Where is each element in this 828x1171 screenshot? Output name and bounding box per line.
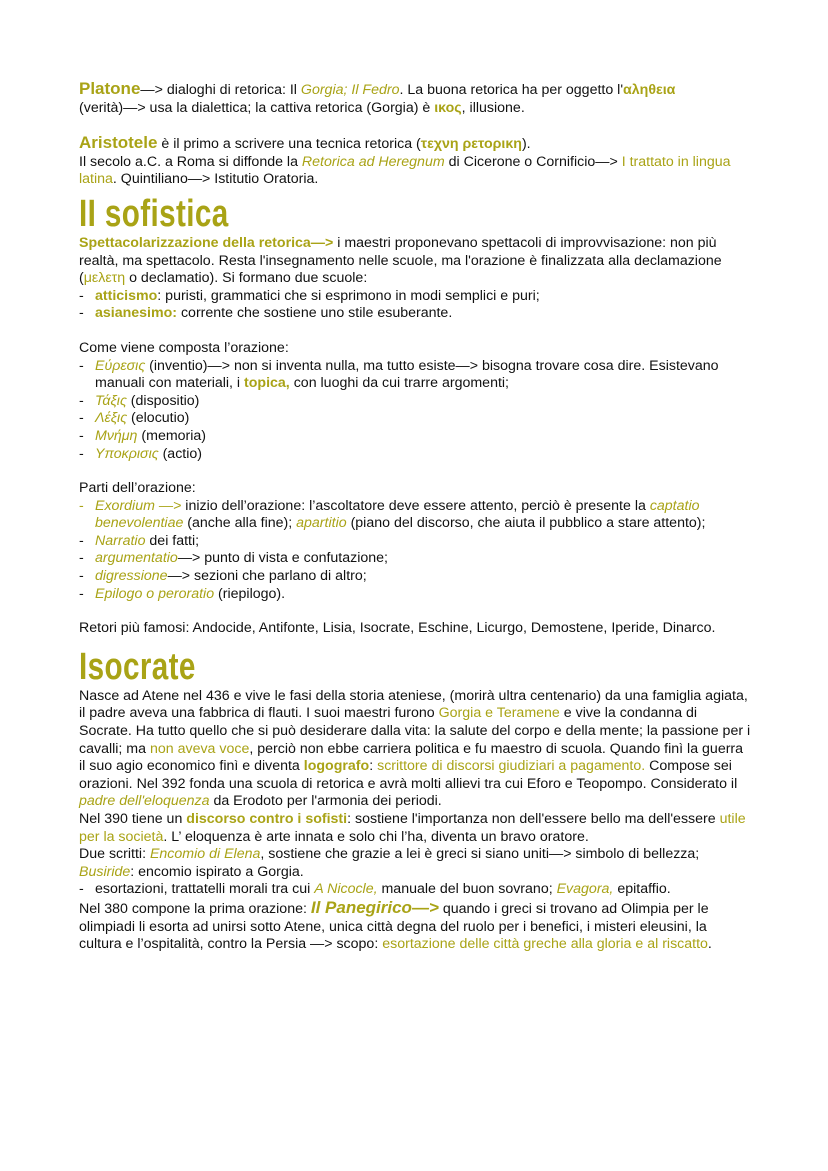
text: (inventio)—> non si inventa nulla, ma tutto esiste—> bisogna trovare cosa dire. Esistevano manuali con materiali, i [95,357,719,392]
text: Il secolo a.C. a Roma si diffonde la [79,153,302,170]
text: Nel 390 tiene un [79,811,187,827]
text: . L’ eloquenza è arte innata e solo chi l’ha, diventa un bravo oratore. [163,828,589,845]
evagora-title: Evagora, [556,881,614,898]
text: e vive la condanna di Socrate. Ha tutto quello che si può desiderare dalla vita: la salute del corpo e della mente; la passione per i cavalli; ma [79,705,751,757]
platone-works: Gorgia; Il Fedro [300,82,400,98]
text: Compose sei orazioni. Nel 392 fonda una scuola di retorica e avrà molti allievi tra cui Eforo e Teopompo. Considerato il [79,758,738,792]
ikos-term: ικος [434,99,462,116]
voce-text: non aveva voce [149,740,250,757]
topica-term: topica, [244,375,290,392]
text: Nasce ad Atene nel 436 e vive le fasi della storia ateniese, (morirà ultra centenario) da una famiglia agiata, il padre aveva una fabbrica di flauti. I suoi maestri furono [79,687,748,722]
isocrate-paragraph-3 [79,899,751,954]
text: Nel 380 compone la prima orazione: [79,900,311,917]
scopo-text: esortazione delle città greche alla gloria e al riscatto [382,936,708,953]
text: dialoghi di retorica: Il [162,82,301,98]
padre-text: padre dell'eloquenza [79,793,210,810]
text: , sostiene che grazie a lei è greci si siano uniti—> simbolo di bellezza; [260,846,700,863]
text: quando i greci si trovano ad Olimpia per le olimpiadi li esorta ad unirsi sotto Atene, unica città degna del ruolo per i benefici, i misteri eleusini, la cultura e l’ospitalità, contro la Persia —> scopo: [79,900,709,953]
list-item [79,288,751,306]
text: corrente che sostiene uno stile esuberante. [177,305,453,322]
melete-term: μελετη [83,270,126,287]
text: manuale del buon sovrano; [377,881,557,898]
list-item [79,586,751,604]
text: —> sezioni che parlano di altro; [167,568,367,585]
text: , illusione. [461,99,525,116]
mneme-term: Μνήμη [95,427,138,444]
panegirico-title: Il Panegirico—> [310,897,439,917]
heading-sofistica: II sofistica [79,192,229,235]
sofistica-paragraph [79,235,751,288]
text: i maestri proponevano spettacoli di improvvisazione: non più realtà, ma spettacolo. Resta l'insegnamento nelle scuole, ma l'orazione è finalizzata alla declamazione ( [79,234,722,287]
text: inizio dell’orazione: l’ascoltatore deve essere attento, perciò è presente la [181,497,650,514]
list-item [79,498,751,533]
maestri-text: Gorgia e Teramene [438,705,560,722]
isocrate-paragraph-2 [79,811,751,881]
document-content [79,80,751,954]
text: : puristi, grammatici che si esprimono in modi semplici e puri; [157,287,540,304]
scrittore-text: scrittore di discorsi giudiziari a pagamento. [377,758,646,775]
list-item [79,568,751,586]
parti-intro: Parti dell’orazione: [79,480,196,497]
text: dei fatti; [145,532,200,549]
aristotele-name: Aristotele [79,133,158,153]
list-item [79,533,751,551]
list-item [79,358,751,393]
epilogo-term: Epilogo o peroratio [95,585,215,602]
narratio-term: Narratio [95,532,146,549]
text: . [707,936,712,953]
text: (dispositio) [126,392,200,409]
composta-list [79,358,751,464]
text: esortazioni, trattatelli morali tra cui [95,881,315,898]
text: (elocutio) [127,410,190,427]
lexis-term: Λέξις [95,410,128,427]
text: ). [521,136,531,153]
list-item [79,393,751,411]
heuresis-term: Εύρεσις [95,357,146,374]
text: : encomio ispirato a Gorgia. [130,863,304,880]
atticismo-term: atticismo [95,287,158,304]
text: . La buona retorica ha per oggetto l' [399,82,624,98]
platone-paragraph [79,80,751,117]
text: : sostiene l'importanza non dell'essere bello ma dell'essere [347,811,720,827]
list-item [79,410,751,428]
list-item [79,446,751,464]
text: (memoria) [137,427,207,444]
arrow: —> [140,82,163,98]
spettacolarizzazione-term: Spettacolarizzazione della retorica—> [79,234,334,251]
parti-list [79,498,751,604]
text: è il primo a scrivere una tecnica retorica ( [157,136,421,153]
text: (riepilogo). [214,585,286,602]
alethia-term: αληθεια [623,82,676,98]
isocrate-paragraph-1 [79,688,751,811]
scuole-list [79,288,751,323]
trattato-text: I trattato in lingua latina [79,153,731,188]
asianesimo-term: asianesimo: [95,305,178,322]
heregnum-title: Retorica ad Heregnum [301,153,445,170]
nicocle-title: A Nicocle, [314,881,378,898]
logografo-term: logografo [303,758,370,775]
text: con luoghi da cui trarre argomenti; [289,375,509,392]
hypokrisis-term: Υποκρισις [95,445,159,462]
text: (piano del discorso, che aiuta il pubblico a stare attento); [346,515,706,532]
techne-term: τεχνη ρετορικη [420,136,522,153]
argumentatio-term: argumentatio [95,550,178,567]
text: o declamatio). Si formano due scuole: [125,270,368,287]
digressione-term: digressione [95,568,168,585]
text: (actio) [158,445,202,462]
discorso-term: discorso contro i sofisti [186,811,348,827]
esortazioni-list [79,881,751,899]
text: Due scritti: [79,846,150,863]
text: : [369,758,378,775]
text: da Erodoto per l'armonia dei periodi. [209,793,442,810]
platone-name: Platone [79,79,141,98]
text: (anche alla fine); [183,515,297,532]
apartitio-term: apartitio [296,515,347,532]
captatio-term: captatio benevolentiae [95,497,700,532]
busiride-title: Busiride [79,863,131,880]
heading-isocrate: Isocrate [79,645,196,688]
exordium-term: Exordium —> [95,497,182,514]
composta-intro: Come viene composta l’orazione: [79,339,289,356]
list-item [79,305,751,323]
text: , perciò non ebbe carriera politica e fu maestro di scuola. Quando finì la guerra il suo agio economico finì e diventa [79,740,744,775]
text: di Cicerone o Cornificio—> [444,153,622,170]
list-item [79,428,751,446]
text: —> punto di vista e confutazione; [177,550,388,567]
text: . Quintiliano—> Istitutio Oratoria. [112,171,319,188]
list-item [79,550,751,568]
retori-paragraph: Retori più famosi: Andocide, Antifonte, Lisia, Isocrate, Eschine, Licurgo, Demostene, Iperide, Dinarco. [79,620,716,637]
list-item [79,881,751,899]
text: (verità)—> usa la dialettica; la cattiva retorica (Gorgia) è [79,99,435,116]
taxis-term: Τάξις [95,392,127,409]
elena-title: Encomio di Elena [149,846,261,863]
utile-text: utile per la società [79,811,746,845]
text: epitaffio. [613,881,671,898]
aristotele-paragraph [79,134,751,189]
